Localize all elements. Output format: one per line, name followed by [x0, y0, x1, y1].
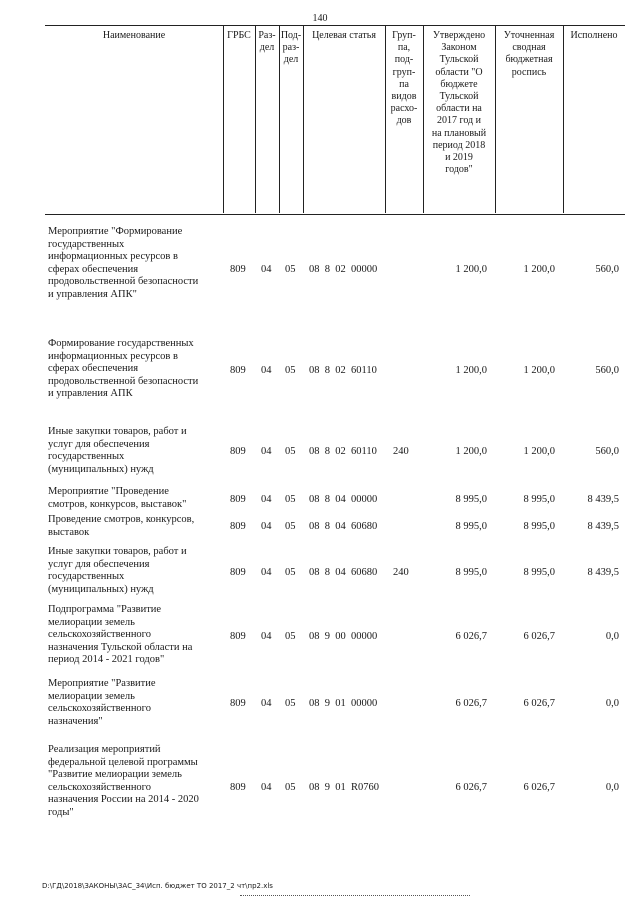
cell-executed: 560,0 — [595, 446, 619, 457]
divider — [423, 25, 424, 213]
header-group: Груп- па, под- груп- па видов расхо- дов — [390, 30, 418, 127]
cell-razdel: 04 — [261, 446, 272, 457]
cell-grbs: 809 — [230, 698, 246, 709]
cell-razdel: 04 — [261, 365, 272, 376]
cell-podrazdel: 05 — [285, 631, 296, 642]
cell-target: 08 9 01 00000 — [309, 698, 378, 709]
cell-target: 08 8 02 60110 — [309, 446, 377, 457]
page-number: 140 — [312, 13, 328, 24]
cell-approved: 6 026,7 — [455, 698, 487, 709]
table-header — [45, 25, 625, 215]
row-name: Проведение смотров, конкурсов, выставок — [48, 514, 195, 538]
cell-target: 08 9 00 00000 — [309, 631, 378, 642]
cell-podrazdel: 05 — [285, 264, 296, 275]
divider — [385, 25, 386, 213]
cell-approved: 1 200,0 — [455, 446, 487, 457]
row-name: Подпрограмма "Развитие мелиорации земель сельскохозяйственного назначения Тульской области на период 2014 - 2021 годов" — [48, 604, 193, 666]
header-executed: Исполнено — [570, 30, 618, 41]
cell-executed: 0,0 — [605, 698, 619, 709]
cell-grbs: 809 — [230, 446, 246, 457]
cell-target: 08 8 04 60680 — [309, 521, 378, 532]
cell-refined: 6 026,7 — [523, 698, 555, 709]
header-name: Наименование — [102, 30, 166, 41]
cell-approved: 8 995,0 — [455, 567, 487, 578]
cell-razdel: 04 — [261, 521, 272, 532]
divider — [240, 895, 470, 896]
cell-target: 08 8 04 60680 — [309, 567, 378, 578]
cell-refined: 8 995,0 — [523, 521, 555, 532]
header-podrazdel: Под- раз- дел — [280, 30, 302, 66]
cell-approved: 8 995,0 — [455, 521, 487, 532]
cell-podrazdel: 05 — [285, 698, 296, 709]
cell-podrazdel: 05 — [285, 521, 296, 532]
cell-target: 08 8 02 00000 — [309, 264, 378, 275]
cell-approved: 1 200,0 — [455, 365, 487, 376]
cell-razdel: 04 — [261, 782, 272, 793]
header-approved: Утверждено Законом Тульской области "О бюджете Тульской области на 2017 год и на плановый период 2018 и 2019 годов" — [431, 30, 487, 176]
cell-grbs: 809 — [230, 631, 246, 642]
cell-executed: 0,0 — [605, 631, 619, 642]
row-name: Реализация мероприятий федеральной целевой программы "Развитие мелиорации земель сельскохозяйственного назначения России на 2014 - 2020 годы" — [48, 744, 199, 818]
cell-refined: 6 026,7 — [523, 782, 555, 793]
cell-refined: 1 200,0 — [523, 365, 555, 376]
cell-grbs: 809 — [230, 521, 246, 532]
file-path-footer: D:\ГД\2018\ЗАКОНЫ\ЗАС_34\Исп. бюджет ТО 2017_2 чт\пр2.xls — [42, 882, 273, 890]
row-name: Формирование государственных информационных ресурсов в сферах обеспечения продовольственной безопасности и управления АПК — [48, 338, 199, 400]
cell-group: 240 — [393, 567, 409, 578]
header-refined: Уточненная сводная бюджетная роспись — [503, 30, 555, 78]
cell-podrazdel: 05 — [285, 782, 296, 793]
cell-target: 08 9 01 R0760 — [309, 782, 380, 793]
cell-approved: 8 995,0 — [455, 494, 487, 505]
divider — [563, 25, 564, 213]
divider — [279, 25, 280, 213]
cell-podrazdel: 05 — [285, 446, 296, 457]
cell-razdel: 04 — [261, 698, 272, 709]
row-name: Иные закупки товаров, работ и услуг для обеспечения государственных (муниципальных) нужд — [48, 426, 187, 475]
header-razdel: Раз- дел — [258, 30, 276, 54]
cell-target: 08 8 02 60110 — [309, 365, 377, 376]
cell-podrazdel: 05 — [285, 567, 296, 578]
cell-grbs: 809 — [230, 567, 246, 578]
cell-refined: 1 200,0 — [523, 264, 555, 275]
row-name: Мероприятие "Развитие мелиорации земель сельскохозяйственного назначения" — [48, 678, 156, 727]
header-target: Целевая статья — [312, 30, 376, 41]
divider — [303, 25, 304, 213]
cell-approved: 6 026,7 — [455, 631, 487, 642]
cell-refined: 8 995,0 — [523, 494, 555, 505]
cell-executed: 560,0 — [595, 365, 619, 376]
divider — [255, 25, 256, 213]
row-name: Иные закупки товаров, работ и услуг для обеспечения государственных (муниципальных) нужд — [48, 546, 187, 595]
cell-grbs: 809 — [230, 365, 246, 376]
cell-grbs: 809 — [230, 782, 246, 793]
cell-executed: 0,0 — [605, 782, 619, 793]
divider — [223, 25, 224, 213]
divider — [495, 25, 496, 213]
cell-approved: 6 026,7 — [455, 782, 487, 793]
cell-executed: 8 439,5 — [587, 567, 619, 578]
cell-grbs: 809 — [230, 494, 246, 505]
cell-refined: 1 200,0 — [523, 446, 555, 457]
cell-refined: 6 026,7 — [523, 631, 555, 642]
cell-grbs: 809 — [230, 264, 246, 275]
cell-executed: 560,0 — [595, 264, 619, 275]
cell-target: 08 8 04 00000 — [309, 494, 378, 505]
cell-executed: 8 439,5 — [587, 521, 619, 532]
cell-podrazdel: 05 — [285, 494, 296, 505]
cell-razdel: 04 — [261, 567, 272, 578]
header-grbs: ГРБС — [227, 30, 251, 41]
cell-refined: 8 995,0 — [523, 567, 555, 578]
row-name: Мероприятие "Формирование государственных информационных ресурсов в сферах обеспечения продовольственной безопасности и управления АПК" — [48, 226, 199, 300]
cell-executed: 8 439,5 — [587, 494, 619, 505]
cell-approved: 1 200,0 — [455, 264, 487, 275]
row-name: Мероприятие "Проведение смотров, конкурсов, выставок" — [48, 486, 187, 510]
cell-podrazdel: 05 — [285, 365, 296, 376]
cell-group: 240 — [393, 446, 409, 457]
cell-razdel: 04 — [261, 264, 272, 275]
cell-razdel: 04 — [261, 494, 272, 505]
cell-razdel: 04 — [261, 631, 272, 642]
